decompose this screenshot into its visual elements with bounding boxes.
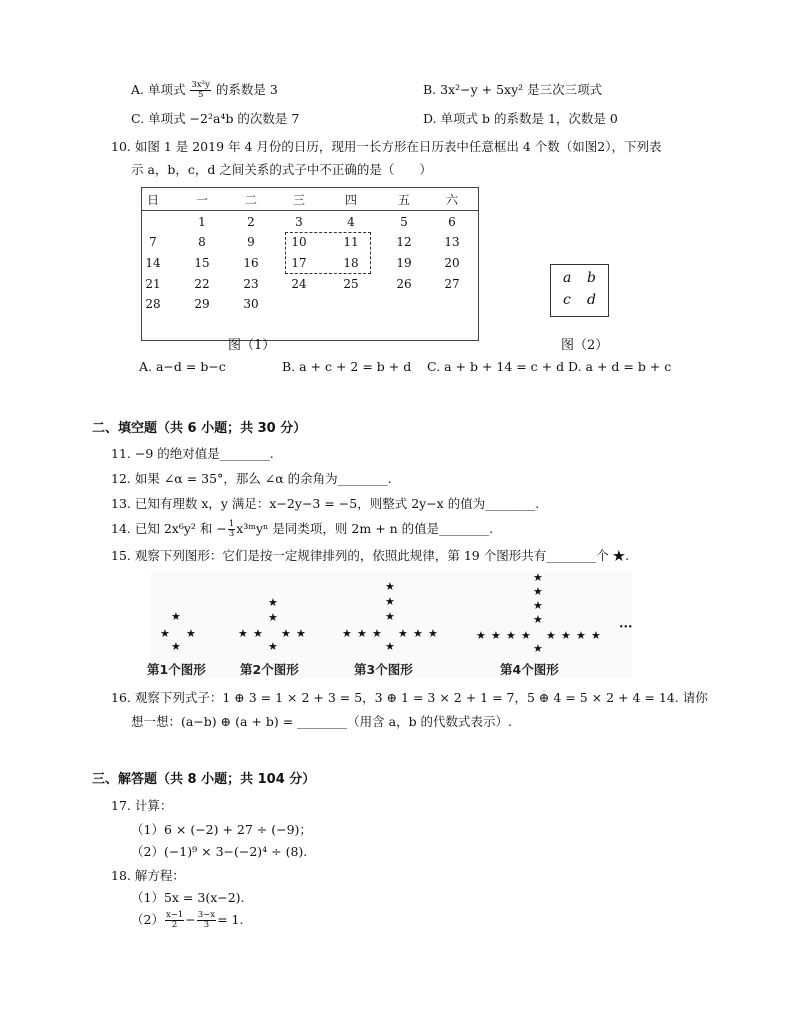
star-icon: ★ <box>372 627 382 640</box>
calendar-day-cell: 22 <box>194 277 210 291</box>
star-icon: ★ <box>533 642 543 655</box>
calendar-header-cell: 五 <box>397 193 410 207</box>
fig2-cell-b: b <box>587 270 596 286</box>
calendar-day-cell: 26 <box>396 277 412 291</box>
star-icon: ★ <box>398 627 408 640</box>
fig2-cell-a: a <box>563 270 572 286</box>
q10-line2: 示 a，b，c，d 之间关系的式子中不正确的是（ ） <box>131 162 432 177</box>
star-icon: ★ <box>268 596 278 609</box>
calendar-day-cell: 20 <box>444 256 460 270</box>
figure-caption-1: 第1个图形 <box>147 662 206 677</box>
star-icon: ★ <box>160 627 170 640</box>
q9-option-a-fraction <box>190 81 210 100</box>
calendar-day-cell: 15 <box>194 256 210 270</box>
q18-part1: （1）5x = 3(x−2). <box>131 890 245 905</box>
star-icon: ★ <box>533 585 543 598</box>
q18-frac1-denominator: 2 <box>171 920 178 930</box>
calendar-header-cell: 二 <box>244 193 257 207</box>
calendar-day-cell: 3 <box>295 215 303 229</box>
q18-part2-suffix: = 1. <box>217 912 244 927</box>
calendar-day-cell: 21 <box>145 277 161 291</box>
calendar-header-cell: 四 <box>344 193 357 207</box>
star-icon: ★ <box>385 610 395 623</box>
star-icon: ★ <box>281 627 291 640</box>
star-icon: ★ <box>561 629 571 642</box>
q18-frac1-numerator: x−1 <box>165 910 184 920</box>
star-icon: ★ <box>428 627 438 640</box>
calendar-day-cell: 24 <box>291 277 307 291</box>
q9-frac-numerator: 3x²y <box>191 80 210 90</box>
calendar-day-cell: 18 <box>343 256 359 270</box>
star-icon: ★ <box>357 627 367 640</box>
q16-line1: 16. 观察下列式子：1 ⊕ 3 = 1 × 2 + 3 = 5，3 ⊕ 1 = 3 × 2 + 1 = 7，5 ⊕ 4 = 5 × 2 + 4 = 14. 请你 <box>111 690 708 705</box>
q13: 13. 已知有理数 x，y 满足：x−2y−3 = −5，则整式 2y−x 的值为________. <box>111 496 540 511</box>
calendar-day-cell: 29 <box>194 297 210 311</box>
q18: 18. 解方程： <box>111 868 185 883</box>
star-icon: ★ <box>385 595 395 608</box>
calendar-day-cell: 17 <box>291 256 307 270</box>
calendar-day-cell: 12 <box>396 235 412 249</box>
star-icon: ★ <box>413 627 423 640</box>
calendar-day-cell: 23 <box>243 277 259 291</box>
star-icon: ★ <box>186 627 196 640</box>
q17: 17. 计算： <box>111 798 173 813</box>
q9-option-a-suffix: 的系数是 3 <box>215 82 278 97</box>
figure-caption-3: 第3个图形 <box>354 662 413 677</box>
star-pattern-ellipsis: ··· <box>619 620 633 635</box>
q9-frac-denominator: 5 <box>197 90 204 100</box>
q15: 15. 观察下列图形：它们是按一定规律排列的，依照此规律，第 19 个图形共有________个 ★. <box>111 548 630 563</box>
q14-fraction <box>228 520 235 539</box>
star-icon: ★ <box>576 629 586 642</box>
calendar-day-cell: 28 <box>145 297 161 311</box>
q18-fraction-1 <box>165 911 184 930</box>
calendar-day-cell: 14 <box>145 256 161 270</box>
calendar-day-cell: 6 <box>448 215 456 229</box>
calendar-day-cell: 16 <box>243 256 259 270</box>
calendar-day-cell: 8 <box>198 235 206 249</box>
q10-option-b: B. a + c + 2 = b + d <box>282 359 412 374</box>
q14-prefix: 14. 已知 2x⁶y² 和 − <box>111 521 227 536</box>
fig2-caption: 图（2） <box>561 338 609 353</box>
q17-part2: （2）(−1)⁹ × 3−(−2)⁴ ÷ (8). <box>131 844 308 859</box>
star-icon: ★ <box>546 629 556 642</box>
fig2-box <box>550 264 609 317</box>
star-icon: ★ <box>385 640 395 653</box>
calendar-day-cell: 25 <box>343 277 359 291</box>
star-icon: ★ <box>533 599 543 612</box>
q9-option-b: B. 3x²−y + 5xy² 是三次三项式 <box>423 82 603 97</box>
q9-option-d: D. 单项式 b 的系数是 1，次数是 0 <box>423 111 618 126</box>
calendar-header-cell: 一 <box>195 193 208 207</box>
q14-frac-denominator: 3 <box>228 529 235 539</box>
calendar-header-cell: 三 <box>292 193 305 207</box>
q18-part2-prefix: （2） <box>131 912 164 927</box>
fig2-cell-c: c <box>563 292 571 308</box>
calendar-day-cell: 7 <box>149 235 157 249</box>
section2-title: 二、填空题（共 6 小题；共 30 分） <box>92 421 307 436</box>
q10-option-c: C. a + b + 14 = c + d <box>427 359 565 374</box>
star-icon: ★ <box>268 640 278 653</box>
calendar-day-cell: 27 <box>444 277 460 291</box>
fig1-caption: 图（1） <box>228 338 276 353</box>
q12: 12. 如果 ∠α = 35°，那么 ∠α 的余角为________. <box>111 471 392 486</box>
figure-caption-2: 第2个图形 <box>240 662 299 677</box>
calendar-day-cell: 13 <box>444 235 460 249</box>
star-icon: ★ <box>533 613 543 626</box>
q10-line1: 10. 如图 1 是 2019 年 4 月份的日历，现用一长方形在日历表中任意框出 4 个数（如图2），下列表 <box>111 139 662 154</box>
star-icon: ★ <box>476 629 486 642</box>
star-icon: ★ <box>171 610 181 623</box>
fig2-cell-d: d <box>587 292 596 308</box>
section3-title: 三、解答题（共 8 小题；共 104 分） <box>92 772 316 787</box>
calendar-day-cell: 5 <box>400 215 408 229</box>
calendar-day-cell: 4 <box>347 215 355 229</box>
q9-option-a-prefix: A. 单项式 <box>131 82 186 97</box>
q18-frac2-numerator: 3−x <box>197 910 216 920</box>
q9-option-c: C. 单项式 −2²a⁴b 的次数是 7 <box>131 111 300 126</box>
star-icon: ★ <box>591 629 601 642</box>
star-icon: ★ <box>506 629 516 642</box>
q18-minus: − <box>185 912 196 927</box>
star-icon: ★ <box>533 571 543 584</box>
q14-frac-numerator: 1 <box>228 519 235 529</box>
star-icon: ★ <box>521 629 531 642</box>
calendar-header-cell: 日 <box>146 193 159 207</box>
q10-option-d: D. a + d = b + c <box>568 359 672 374</box>
figure-caption-4: 第4个图形 <box>500 662 559 677</box>
q14-suffix: x³ᵐyⁿ 是同类项，则 2m + n 的值是________. <box>236 521 494 536</box>
star-icon: ★ <box>385 580 395 593</box>
q16-line2: 想一想：(a−b) ⊕ (a + b) = ________（用含 a，b 的代数式表示）. <box>131 714 513 729</box>
star-icon: ★ <box>171 640 181 653</box>
calendar-dashed-selection <box>285 232 371 274</box>
calendar-day-cell: 30 <box>243 297 259 311</box>
q18-part2 <box>131 910 243 930</box>
star-icon: ★ <box>238 627 248 640</box>
q18-fraction-2 <box>197 911 216 930</box>
calendar-day-cell: 19 <box>396 256 412 270</box>
q14 <box>111 519 493 539</box>
star-icon: ★ <box>268 611 278 624</box>
calendar-header-cell: 六 <box>445 193 458 207</box>
calendar-day-cell: 1 <box>198 215 206 229</box>
star-icon: ★ <box>342 627 352 640</box>
q18-frac2-denominator: 3 <box>203 920 210 930</box>
q17-part1: （1）6 × (−2) + 27 ÷ (−9)； <box>131 822 312 837</box>
q11: 11. −9 的绝对值是________. <box>111 446 274 461</box>
calendar-day-cell: 10 <box>291 235 307 249</box>
calendar-day-cell: 2 <box>247 215 255 229</box>
star-icon: ★ <box>296 627 306 640</box>
star-icon: ★ <box>253 627 263 640</box>
calendar-day-cell: 9 <box>247 235 255 249</box>
calendar-day-cell: 11 <box>343 235 359 249</box>
q10-option-a: A. a−d = b−c <box>139 359 226 374</box>
q9-option-a <box>131 80 278 100</box>
star-icon: ★ <box>491 629 501 642</box>
